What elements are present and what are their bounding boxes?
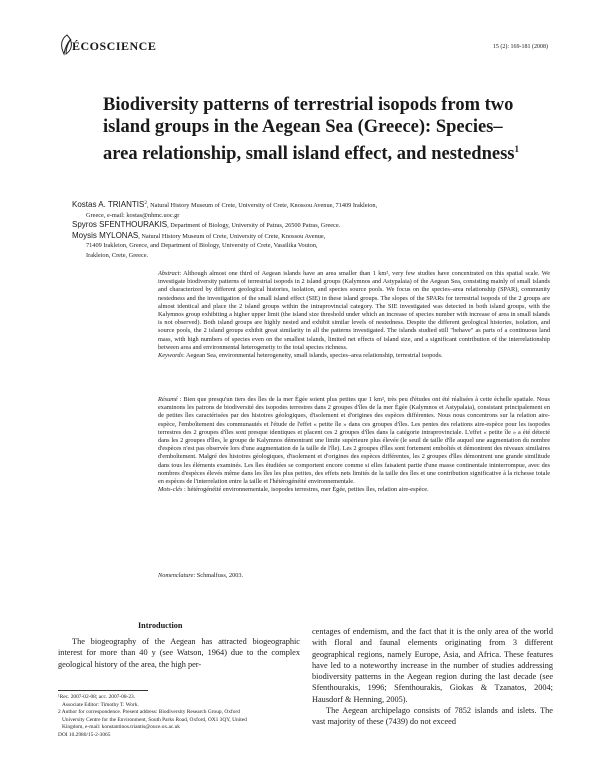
author-list (72, 199, 542, 261)
resume-label: Résumé (158, 396, 178, 403)
author-affiliation: , Natural History Museum of Crete, University of Crete, Knossou Avenue, (138, 232, 326, 240)
author-affiliation-cont (72, 241, 542, 251)
author-affiliation-cont (72, 211, 542, 221)
volume-info: 15 (2): 169-181 (2008) (492, 44, 548, 50)
journal-name: ÉCOSCIENCE (72, 39, 157, 53)
resume-body: : Bien que presqu'un tiers des îles de la mer Égée soient plus petites que 1 km², très peu d'études ont été réalisées à cette échelle spatiale. Nous examinons les patrons de biodiversité des isopodes terrestres dans 2 groupes d'îles de la mer Égée (Kalymnos et Astypalaia), consistant principalement en de petites îles caractérisées par des histoires géologiques, d'isolement et d'origines des espèces différentes. Nous nous concentrons sur la relation aire-espèce, l'emboîtement des communautés et l'étude de l'effet « petite île » dans ces groupes d'îles. Les pentes des relations aire-espèce pour les isopodes terrestres des 2 groupes d'îles sont presque identiques et placent ces 2 groupes d'îles dans la catégorie intraprovinciale. L'effet « petite île » a été détecté dans les 2 groupes d'îles, le groupe de Kalymnos démontrant une limite supérieure plus élevée (le seuil de taille d'île auquel une augmentation du nombre d'espèces n'est pas observée lors d'une augmentation de la taille de l'île). Les 2 groupes d'îles sont fortement emboîtés et démontrent des niveaux similaires d'emboîtement. Malgré des histoires géologiques, d'isolement et d'origines des espèces différentes, les 2 groupes d'îles démontrent une grande similitude dans tous les éléments examinés. Les îles étudiées se comportent encore comme si elles faisaient partie d'une masse continentale ininterrompue, avec des nombres d'espèces élevés même dans les îles les plus petites, des effets nets limités de la taille des îles et une contribution significative à la richesse totale en espèces de l'interrelation entre la taille et l'hétérogénéité environnementale. (158, 396, 550, 486)
resume-text (158, 396, 550, 486)
keywords-text: : Aegean Sea, environmental heterogeneity, small islands, species–area relationship, terrestrial isopods. (182, 352, 443, 360)
section-heading-introduction: Introduction (138, 621, 183, 630)
author-name: Kostas A. TRIANTIS (72, 200, 145, 210)
title-footnote-marker: 1 (514, 144, 519, 154)
footnote-line: University Centre for the Environment, South Parks Road, Oxford, OX1 3QY, United (62, 716, 247, 723)
author-email[interactable]: Greece, e-mail: kostas@nhmc.uoc.gr (86, 211, 180, 219)
author-marker: 2 (144, 200, 147, 206)
journal-logo (58, 34, 156, 56)
footnote-line: 2 Author for correspondence. Present address: Biodiversity Research Group, Oxford (58, 709, 240, 716)
footnotes-block (58, 694, 300, 740)
author-entry (72, 220, 542, 231)
footnote-line: ¹Rec. 2007-02-08; acc. 2007-08-23. (58, 694, 136, 700)
abstract-label: Abstract (158, 270, 180, 277)
author-affiliation-line: Irakleion, Crete, Greece. (86, 252, 149, 260)
nomenclature-label: Nomenclature (158, 572, 194, 579)
article-title-text: Biodiversity patterns of terrestrial isopods from two island groups in the Aegean Sea (Greece): Species–area relationship, small island effect, and nestedness (103, 95, 515, 165)
keywords-label: Keywords (158, 352, 183, 360)
author-affiliation-cont (72, 251, 542, 261)
author-affiliation: , Natural History Museum of Crete, University of Crete, Knossou Avenue, 71409 Irakleion, (146, 202, 378, 210)
nomenclature-text: : Schmalfuss, 2003. (193, 572, 244, 579)
abstract-text (158, 270, 550, 352)
keywords-line (158, 352, 550, 360)
author-entry (72, 199, 542, 211)
mots-cles-text: : hétérogénéité environnementale, isopodes terrestres, mer Égée, petites îles, relation aire-espèce. (182, 486, 429, 494)
mots-cles-line (158, 486, 550, 494)
body-column-left (58, 636, 300, 670)
body-column-right (312, 626, 553, 728)
abstract-block (158, 270, 550, 360)
body-paragraph: centages of endemism, and the fact that it is the only area of the world with floral and faunal elements originating from 3 different geographical regions, namely Europe, Asia, and Africa. These features have led to a noteworthy increase in the number of studies addressing biodiversity patterns in the Aegean region during the last decade (see Sfenthourakis, 1996; Sfenthourakis, Giokas & Tzanatos, 2004; Hausdorf & Henning, 2005). (312, 627, 553, 704)
footnote-divider (58, 690, 148, 691)
abstract-body: : Although almost one third of Aegean islands have an area smaller than 1 km², very few studies have concentrated on this spatial scale. We investigate biodiversity patterns of terrestrial isopods in 2 island groups (Kalymnos and Astypalaia) of the Aegean Sea, consisting mainly of small islands and characterized by different geological histories, isolation, and species source pools. We focus on the species–area relationship (SPAR), community nestedness and the investigation of the small island effect (SIE) in these island groups. The slopes of the SPARs for terrestrial isopods of the 2 groups are almost identical and place the 2 island groups within the intraprovincial category. The SIE investigated was detected in both island groups, with the Kalymnos group exhibiting a higher upper limit (the island size threshold under which an increase of species number with increase of area in small islands is not observed). Both island groups are highly nested and exhibit similar levels of nestedness. Despite the different geological histories, isolation, and source pools, the 2 island groups exhibit great similarity in all the patterns investigated. The islands studied still "behave" as parts of a continuous land mass, with high numbers of species even on the smallest islands, limited net effects of island size, and a significant contribution of the interrelationship between area and environmental heterogeneity to the total species richness. (158, 270, 550, 351)
body-paragraph: The Aegean archipelago consists of 7852 islands and islets. The vast majority of these (7439) do not exceed (312, 706, 553, 727)
doi-line[interactable]: DOI 10.2980/15-2-3065 (58, 731, 111, 738)
footnote-line: Associate Editor: Timothy T. Work. (62, 701, 139, 708)
author-entry (72, 231, 542, 242)
author-affiliation: , Department of Biology, University of Patras, 26500 Patras, Greece. (167, 222, 341, 230)
resume-block (158, 396, 550, 494)
body-paragraph: The biogeography of the Aegean has attracted biogeographic interest for more than 40 y (see Watson, 1964) due to the complex geological history of the area, the high per- (58, 637, 300, 669)
article-title (103, 94, 523, 165)
nomenclature-line (158, 572, 550, 579)
author-affiliation-line: 71409 Irakleion, Greece, and Department of Biology, University of Crete, Vassilika Vouton, (86, 242, 318, 250)
footnote-line: Kingdom, e-mail: konstantinos.triantis@ouce.ox.ac.uk (62, 724, 180, 731)
mots-cles-label: Mots-clés (158, 486, 183, 494)
author-name: Spyros SFENTHOURAKIS (72, 220, 168, 230)
journal-header (58, 34, 548, 60)
author-name: Moysis MYLONAS (72, 230, 139, 240)
